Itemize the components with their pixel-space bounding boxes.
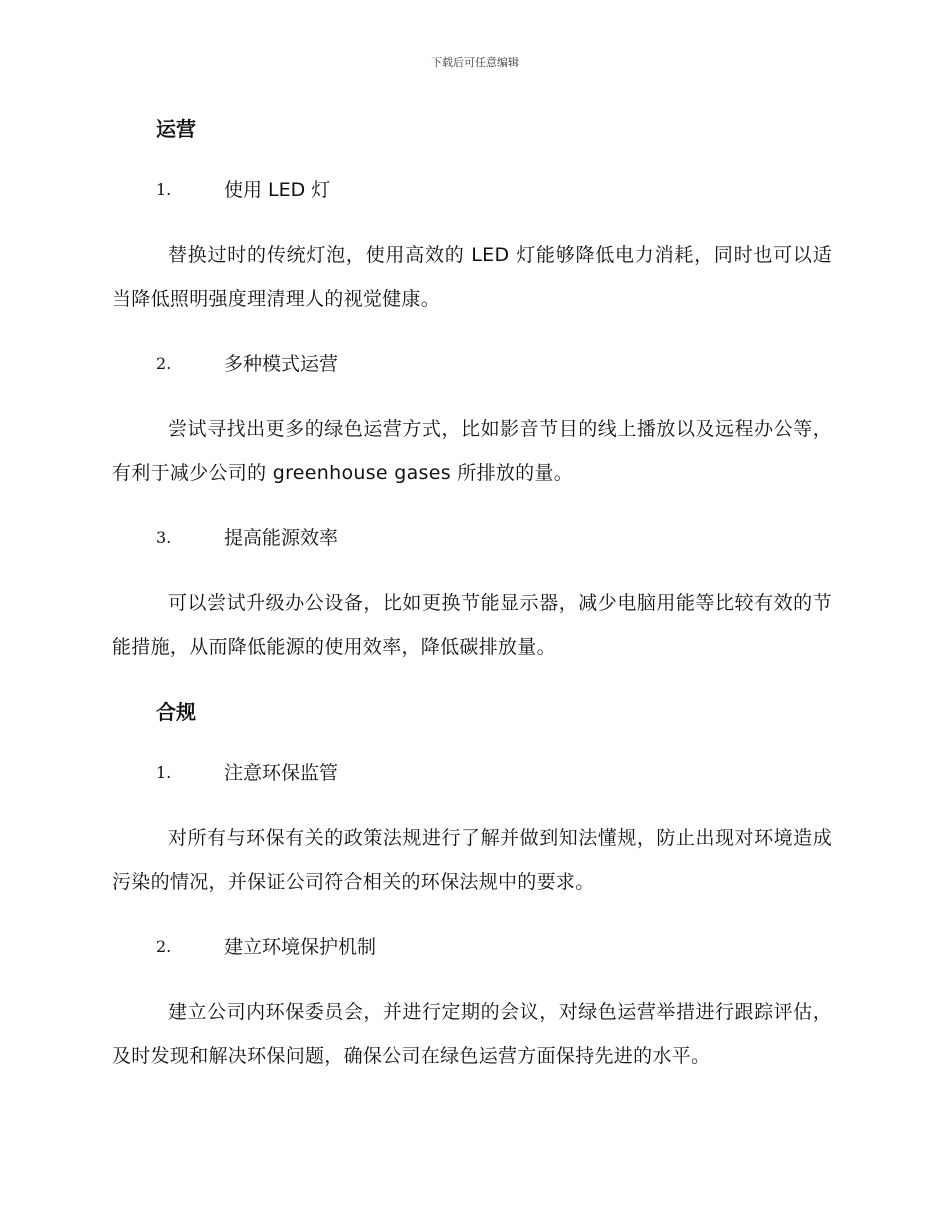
- page-header-note: 下载后可任意编辑: [431, 56, 519, 69]
- item-paragraph-led: 替换过时的传统灯泡，使用高效的 LED 灯能够降低电力消耗，同时也可以适当降低照明强度理清理人的视觉健康。: [112, 244, 832, 310]
- item-heading-led: [112, 175, 832, 205]
- item-heading-supervision: [112, 758, 832, 788]
- item-heading-mechanism: [112, 932, 832, 962]
- item-number: 1.: [156, 763, 172, 782]
- item-title: 建立环境保护机制: [224, 936, 377, 958]
- document-body: [112, 114, 832, 1078]
- item-title: 提高能源效率: [224, 527, 339, 549]
- item-number: 1.: [156, 180, 172, 199]
- item-heading-efficiency: [112, 523, 832, 553]
- section-heading-compliance: 合规: [156, 700, 196, 724]
- item-title: 注意环保监管: [224, 762, 339, 784]
- item-number: 2.: [156, 354, 172, 373]
- item-paragraph-mechanism: 建立公司内环保委员会，并进行定期的会议，对绿色运营举措进行跟踪评估，及时发现和解决环保问题，确保公司在绿色运营方面保持先进的水平。: [112, 1001, 832, 1067]
- item-paragraph-modes: 尝试寻找出更多的绿色运营方式，比如影音节目的线上播放以及远程办公等，有利于减少公司的 greenhouse gases 所排放的量。: [112, 418, 832, 484]
- item-number: 2.: [156, 937, 172, 956]
- item-title: 多种模式运营: [224, 353, 339, 375]
- item-heading-modes: [112, 349, 832, 379]
- item-paragraph-supervision: 对所有与环保有关的政策法规进行了解并做到知法懂规，防止出现对环境造成污染的情况，并保证公司符合相关的环保法规中的要求。: [112, 827, 832, 893]
- section-heading-operations: 运营: [156, 117, 196, 141]
- item-number: 3.: [156, 528, 172, 547]
- item-title: 使用 LED 灯: [224, 179, 331, 201]
- item-paragraph-efficiency: 可以尝试升级办公设备，比如更换节能显示器，减少电脑用能等比较有效的节能措施，从而降低能源的使用效率，降低碳排放量。: [112, 592, 832, 658]
